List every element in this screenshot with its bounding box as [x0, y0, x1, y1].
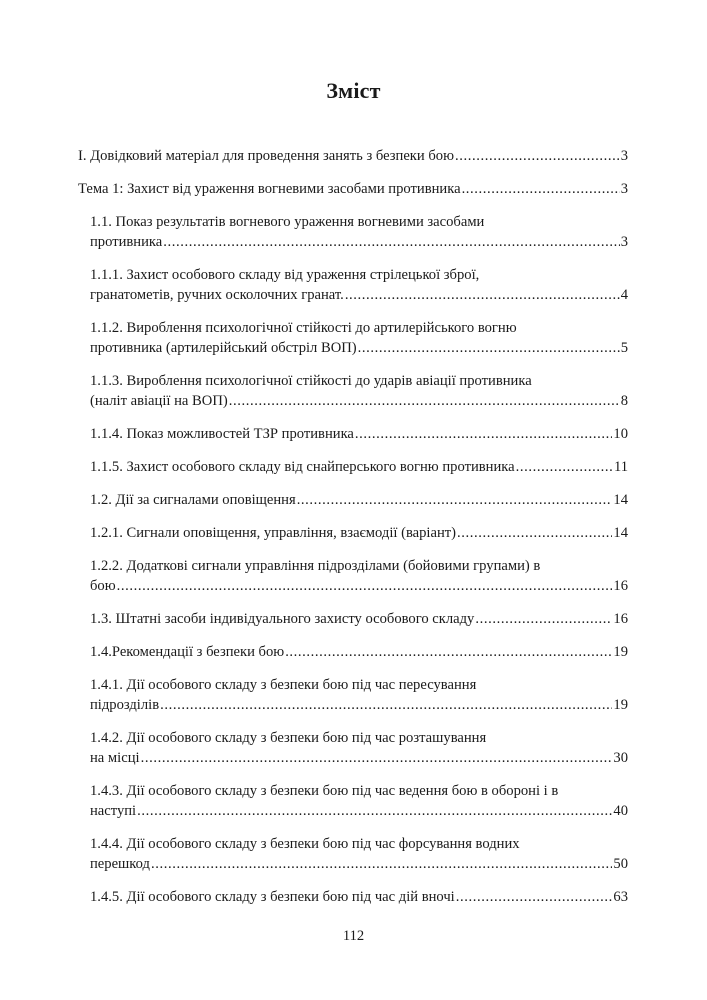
toc-entry-title: противника [90, 234, 163, 250]
toc-entry-page-number: 19 [613, 644, 628, 660]
dot-leader [358, 338, 620, 358]
toc-entry [78, 318, 628, 358]
toc-entry-title-line: 1.2.2. Додаткові сигнали управління підрозділами (бойовими групами) в [90, 558, 541, 574]
toc-entry-leader-line [90, 642, 628, 662]
page-title: Зміст [326, 78, 381, 103]
toc-entry-title: (наліт авіації на ВОП) [90, 393, 228, 409]
toc-entry [78, 457, 628, 477]
toc-entry-title: 1.2.1. Сигнали оповіщення, управління, взаємодії (варіант) [90, 525, 457, 541]
page-number: 112 [342, 928, 365, 944]
toc-entry-title-line: 1.1.1. Захист особового складу від ураження стрілецької зброї, [90, 267, 480, 283]
toc-entry-title-line: 1.1. Показ результатів вогневого ураження вогневими засобами [90, 214, 485, 230]
toc-entry-title: противника (артилерійський обстріл ВОП) [90, 340, 357, 356]
toc-entry-title: 1.3. Штатні засоби індивідуального захисту особового складу [90, 611, 475, 627]
toc-entry [78, 523, 628, 543]
toc-entry-leader-line [90, 424, 628, 444]
dot-leader [137, 801, 612, 821]
toc-entry-leader-line [90, 391, 628, 411]
toc-entry-title-line: 1.4.3. Дії особового складу з безпеки бою під час ведення бою в обороні і в [90, 783, 559, 799]
toc-entry-leader-line [90, 695, 628, 715]
toc-entry-leader-line [90, 232, 628, 252]
toc-entry-title: 1.1.5. Захист особового складу від снайперського вогню противника [90, 459, 515, 475]
toc-entry [78, 179, 628, 199]
toc-entry-page-number: 19 [613, 697, 628, 713]
toc-entry-leader-line [90, 457, 628, 477]
toc-entry-title-line: 1.4.2. Дії особового складу з безпеки бою під час розташування [90, 730, 487, 746]
toc-entry-title-line: 1.4.4. Дії особового складу з безпеки бою під час форсування водних [90, 836, 520, 852]
toc-entry-leader-line [90, 523, 628, 543]
toc-entry-leader-line [90, 854, 628, 874]
toc-entry [78, 781, 628, 821]
toc-entry [78, 642, 628, 662]
toc-entry [78, 834, 628, 874]
toc-entry-leader-line [90, 285, 628, 305]
toc-entry-title: гранатометів, ручних осколочних гранат. [90, 287, 344, 303]
dot-leader [462, 179, 620, 199]
toc-entry-page-number: 50 [613, 856, 628, 872]
toc-entry-page-number: 14 [613, 492, 628, 508]
toc-entry [78, 212, 628, 252]
toc-entry-page-number: 40 [613, 803, 628, 819]
dot-leader [475, 609, 612, 629]
toc-entry-title: 1.4.Рекомендації з безпеки бою [90, 644, 285, 660]
dot-leader [456, 887, 613, 907]
toc-entry [78, 556, 628, 596]
dot-leader [141, 748, 613, 768]
dot-leader [285, 642, 612, 662]
toc-entry-page-number: 14 [613, 525, 628, 541]
toc-entry [78, 146, 628, 166]
toc-entry [78, 371, 628, 411]
dot-leader [345, 285, 620, 305]
toc-entry-page-number: 10 [613, 426, 628, 442]
toc-entry-title: на місці [90, 750, 140, 766]
toc-entry-page-number: 5 [620, 340, 628, 356]
dot-leader [457, 523, 612, 543]
toc-entry [78, 490, 628, 510]
toc-entry [78, 728, 628, 768]
toc-entry-leader-line [90, 338, 628, 358]
toc-entry-title: перешкод [90, 856, 150, 872]
toc-entry-title-line: 1.1.3. Вироблення психологічної стійкості до ударів авіації противника [90, 373, 532, 389]
toc-entry-leader-line [90, 576, 628, 596]
toc-entry-leader-line [90, 801, 628, 821]
toc-entry-page-number: 3 [620, 181, 628, 197]
toc-entry-page-number: 30 [613, 750, 628, 766]
toc-entry-title: 1.2. Дії за сигналами оповіщення [90, 492, 296, 508]
toc-entry-page-number: 16 [613, 578, 628, 594]
dot-leader [455, 146, 620, 166]
toc-entry [78, 675, 628, 715]
dot-leader [229, 391, 620, 411]
toc-entry-title: Тема 1: Захист від ураження вогневими засобами противника [78, 181, 461, 197]
toc-entry-page-number: 16 [613, 611, 628, 627]
toc-entry-title: бою [90, 578, 116, 594]
toc-entry-title-line: 1.4.1. Дії особового складу з безпеки бою під час пересування [90, 677, 477, 693]
toc-entry [78, 609, 628, 629]
dot-leader [160, 695, 612, 715]
toc-entry-leader-line [78, 179, 628, 199]
toc-entry-page-number: 8 [620, 393, 628, 409]
dot-leader [297, 490, 613, 510]
dot-leader [163, 232, 619, 252]
toc-entry [78, 265, 628, 305]
toc-entry-leader-line [90, 887, 628, 907]
toc-entry [78, 887, 628, 907]
toc-entry-leader-line [90, 748, 628, 768]
toc-entry-page-number: 3 [620, 234, 628, 250]
toc-entry-title: підрозділів [90, 697, 160, 713]
dot-leader [151, 854, 612, 874]
toc-entry-page-number: 3 [620, 148, 628, 164]
toc-entry-page-number: 63 [613, 889, 628, 905]
toc-entry [78, 424, 628, 444]
table-of-contents [78, 146, 628, 920]
toc-entry-title: 1.4.5. Дії особового складу з безпеки бою під час дій вночі [90, 889, 455, 905]
dot-leader [355, 424, 612, 444]
dot-leader [516, 457, 613, 477]
toc-entry-title: І. Довідковий матеріал для проведення занять з безпеки бою [78, 148, 454, 164]
toc-entry-leader-line [90, 490, 628, 510]
toc-entry-title: наступі [90, 803, 137, 819]
toc-entry-leader-line [90, 609, 628, 629]
toc-entry-title-line: 1.1.2. Вироблення психологічної стійкості до артилерійського вогню [90, 320, 517, 336]
dot-leader [117, 576, 613, 596]
toc-entry-page-number: 11 [613, 459, 628, 475]
toc-entry-title: 1.1.4. Показ можливостей ТЗР противника [90, 426, 354, 442]
toc-entry-leader-line [78, 146, 628, 166]
toc-entry-page-number: 4 [620, 287, 628, 303]
